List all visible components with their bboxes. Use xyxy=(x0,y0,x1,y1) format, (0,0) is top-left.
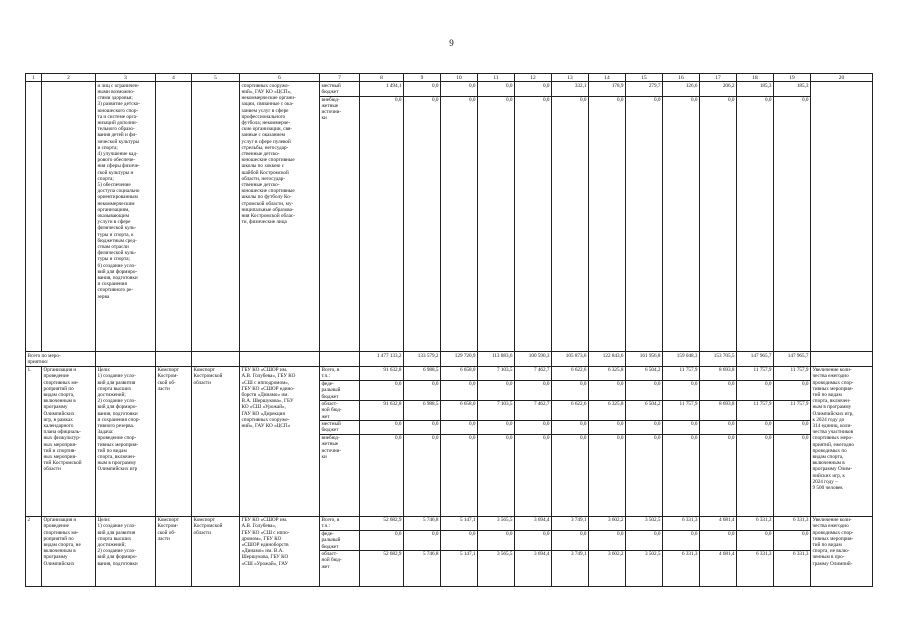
amount-cell xyxy=(737,82,774,352)
goals-cell xyxy=(96,82,156,352)
amount-cell xyxy=(774,516,811,586)
amount-cell xyxy=(700,82,737,352)
amount-value: 0,0 xyxy=(589,420,625,434)
amount-value: 7 462,7 xyxy=(533,367,550,374)
total-amount: 147 965,7 xyxy=(774,352,811,366)
executor-cell xyxy=(192,82,240,352)
amount-cell xyxy=(441,366,478,516)
amount-value: 6 622,6 xyxy=(552,400,588,420)
amount-cell xyxy=(360,82,404,352)
amount-value: 0,0 xyxy=(663,530,699,550)
amount-cell xyxy=(774,366,811,516)
result-cell xyxy=(811,516,873,586)
amount-value: 5 746,8 xyxy=(422,517,439,524)
amount-cell xyxy=(478,516,515,586)
amount-value: 185,3 xyxy=(796,82,809,89)
executor-cell xyxy=(192,366,240,516)
amount-value: 3 602,2 xyxy=(607,517,624,524)
amount-value: 0,0 xyxy=(515,434,551,441)
activity-name xyxy=(42,516,96,586)
amount-cell xyxy=(478,82,515,352)
funding-source: феде- ральный бюджет xyxy=(320,380,359,400)
goals-cell-text: и лиц с ограничен- ными возможно- стями здоровья; 3) развитие детско- юношеского спор- та и системе орга- низаций дополни- тельного образо- вания детей и фи- зической культуры и спорта; 4) улучшение кад- рового обеспече- ния сферы физиче- ской культуры и спорта; 5) обеспечение доступа социально ориентированным некоммерческим организациям, оказывающим услуги в сфере физической куль- туры и спорта, к бюджетным сред- ствам отрасли физической куль- туры и спорта; 6) создание усло- вий для формиро- вания, подготовки и сохранения спортивного ре- зерва xyxy=(97,82,141,300)
activity-name xyxy=(42,366,96,516)
amount-value: 0,0 xyxy=(552,96,588,103)
executor-cell-text: Комспорт Костромской области xyxy=(193,517,223,536)
header-cell: 4 xyxy=(156,74,192,82)
amount-value: 6 504,2 xyxy=(644,367,661,374)
header-cell: 19 xyxy=(774,74,811,82)
total-amount: 100 590,3 xyxy=(515,352,552,366)
participants-cell-text: ГБУ КО «СШОР им. А.В. Голубева», ГБУ КО «СШ с ипподромом», ГБУ КО «СШОР едино- борств «Динамо» им. В.А. Шершукова», ГБУ КО «СШ «Урожай», ГАУ КО «Дирекция спортивных сооруже- ний», ГАУ КО «ЦСП» xyxy=(241,367,296,429)
amount-value: 6 331,3 xyxy=(755,517,772,524)
amount-value: 6 331,3 xyxy=(792,517,809,524)
amount-value: 0,0 xyxy=(552,530,588,550)
amount-value: 5 147,1 xyxy=(441,550,477,570)
customer-cell xyxy=(156,516,192,586)
amount-value: 206,2 xyxy=(722,82,735,89)
participants-cell xyxy=(240,82,320,352)
amount-value: 0,0 xyxy=(404,96,440,103)
amount-value: 5 746,8 xyxy=(404,550,440,570)
amount-value: 6 658,0 xyxy=(459,367,476,374)
amount-cell xyxy=(515,516,552,586)
amount-value: 6 622,6 xyxy=(570,367,587,374)
total-amount: 129 720,9 xyxy=(441,352,478,366)
amount-value: 0,0 xyxy=(441,434,477,441)
amount-value: 0,0 xyxy=(626,530,662,550)
amount-value: 0,0 xyxy=(774,96,810,103)
header-cell: 9 xyxy=(404,74,441,82)
amount-value: 3 694,4 xyxy=(533,517,550,524)
amount-value: 1 494,1 xyxy=(385,82,402,89)
amount-cell xyxy=(663,82,700,352)
amount-value: 8 693,8 xyxy=(718,367,735,374)
funding-source: местный бюджет xyxy=(320,420,359,434)
amount-value: 3 565,5 xyxy=(478,550,514,570)
amount-value: 0,0 xyxy=(441,96,477,103)
amount-value: 6 325,8 xyxy=(589,400,625,420)
header-row xyxy=(26,74,873,82)
total-amount: 1 477 133,2 xyxy=(360,352,404,366)
amount-cell xyxy=(700,516,737,586)
amount-value: 0,0 xyxy=(700,420,736,434)
amount-cell xyxy=(552,82,589,352)
empty-cell xyxy=(96,352,156,366)
amount-value: 0,0 xyxy=(469,82,476,89)
amount-value: 0,0 xyxy=(552,434,588,441)
amount-value: 6 988,5 xyxy=(404,400,440,420)
empty-cell xyxy=(192,352,240,366)
empty-cell xyxy=(240,352,320,366)
row-number-text: 2 xyxy=(27,517,31,524)
amount-value: 0,0 xyxy=(737,96,773,103)
amount-cell xyxy=(626,366,663,516)
funding-source: внебюд- жетные источни- ки xyxy=(320,96,359,122)
amount-cell xyxy=(626,516,663,586)
amount-value: 0,0 xyxy=(552,420,588,434)
amount-value: 0,0 xyxy=(589,530,625,550)
amount-value: 0,0 xyxy=(774,530,810,550)
amount-value: 7 462,7 xyxy=(515,400,551,420)
amount-value: 0,0 xyxy=(774,380,810,400)
amount-value: 332,1 xyxy=(574,82,587,89)
activity-name-text: Организация и проведение спортивных ме- роприятий по видам спорта, включенным в программу Олимпийских игр, в рамках календарного плана официаль- ных физкультур- ных мероприя- тий и спортив- ных мероприя- тий Костромской области xyxy=(43,367,82,473)
amount-value: 0,0 xyxy=(360,96,403,103)
amount-value: 0,0 xyxy=(360,380,403,400)
source-cell xyxy=(320,82,360,352)
amount-value: 0,0 xyxy=(441,420,477,434)
amount-value: 0,0 xyxy=(432,82,439,89)
customer-cell-text: Комспорт Костром- ской об- ласти xyxy=(157,517,179,542)
amount-cell xyxy=(626,82,663,352)
col-2-cell xyxy=(42,82,96,352)
header-cell: 3 xyxy=(96,74,156,82)
amount-cell xyxy=(404,516,441,586)
page-number: 9 xyxy=(449,38,454,48)
amount-value: 0,0 xyxy=(663,420,699,434)
header-cell: 11 xyxy=(478,74,515,82)
empty-cell xyxy=(156,352,192,366)
amount-value: 5 147,1 xyxy=(459,517,476,524)
amount-value: 3 502,5 xyxy=(644,517,661,524)
amount-cell xyxy=(552,366,589,516)
goals-cell xyxy=(96,366,156,516)
participants-cell-text: ГБУ КО «СШОР им. А.В. Голубева», ГБУ КО «СШ с иппо- дромом», ГБУ КО «СШОР единоборств «Динамо» им. В.А. Шершукова, ГБУ КО «СШ «Урожай», ГАУ xyxy=(241,517,290,567)
header-cell: 17 xyxy=(700,74,737,82)
header-cell: 14 xyxy=(589,74,626,82)
amount-value: 11 757,9 xyxy=(663,400,699,420)
amount-value: 279,7 xyxy=(648,82,661,89)
amount-value: 6 331,3 xyxy=(681,517,698,524)
amount-value: 0,0 xyxy=(663,380,699,400)
total-amount: 105 873,6 xyxy=(552,352,589,366)
amount-value: 0,0 xyxy=(478,530,514,550)
amount-cell xyxy=(360,516,404,586)
amount-cell xyxy=(737,366,774,516)
header-cell: 10 xyxy=(441,74,478,82)
amount-value: 6 988,5 xyxy=(422,367,439,374)
budget-table xyxy=(25,73,873,587)
amount-value: 0,0 xyxy=(700,96,736,103)
header-cell: 15 xyxy=(626,74,663,82)
goals-cell-text: Цели: 1) создание усло- вий для развития спорта высших достижений; 2) создание усло- вий для формиро- вания, подготовки и сохранения спор- тивного резерва. Задача: проведение спор- тивных мероприя- тий по видам спорта, включен- ным в программу Олимпийских игр xyxy=(97,367,141,473)
executor-cell xyxy=(192,516,240,586)
amount-value: 7 103,5 xyxy=(478,400,514,420)
amount-value: 0,0 xyxy=(737,434,773,441)
amount-value: 0,0 xyxy=(626,96,662,103)
amount-value: 0,0 xyxy=(543,82,550,89)
row-number xyxy=(26,366,42,516)
funding-source: Всего, в т.ч.: xyxy=(321,367,340,380)
amount-value: 0,0 xyxy=(774,434,810,441)
total-amount: 122 843,6 xyxy=(589,352,626,366)
funding-source: Всего, в т.ч.: xyxy=(321,517,340,530)
amount-value: 185,3 xyxy=(759,82,772,89)
header-cell: 8 xyxy=(360,74,404,82)
amount-value: 3 565,5 xyxy=(496,517,513,524)
funding-source: местный бюджет xyxy=(321,82,341,95)
amount-value: 0,0 xyxy=(774,420,810,434)
executor-cell-text: Комспорт Костромской области xyxy=(193,367,223,386)
amount-value: 11 757,9 xyxy=(753,367,772,374)
amount-value: 4 681,4 xyxy=(700,550,736,570)
total-amount: 133 579,2 xyxy=(404,352,441,366)
amount-cell xyxy=(663,516,700,586)
activity-name-text: Организация и проведение спортивных ме- роприятий по видам спорта, не включенным в программу Олимпийских xyxy=(43,517,81,567)
total-amount: 153 705,5 xyxy=(700,352,737,366)
customer-cell xyxy=(156,82,192,352)
result-cell-text: Увеличение коли- чества ежегодно проводимых спор- тивных мероприя- тий по видам спорта, не вклю- ченным в про- грамму Олимпий- xyxy=(812,517,854,567)
amount-value: 8 693,8 xyxy=(700,400,736,420)
amount-value: 91 632,8 xyxy=(360,400,403,420)
header-cell: 6 xyxy=(240,74,320,82)
header-cell: 20 xyxy=(811,74,873,82)
amount-value: 91 632,8 xyxy=(383,367,402,374)
amount-value: 0,0 xyxy=(478,380,514,400)
total-label-text: Всего по меро- приятию: xyxy=(27,352,61,365)
header-cell: 18 xyxy=(737,74,774,82)
amount-value: 0,0 xyxy=(626,420,662,434)
total-amount: 161 956,8 xyxy=(626,352,663,366)
amount-cell xyxy=(589,366,626,516)
header-cell: 5 xyxy=(192,74,240,82)
table-row-total xyxy=(26,352,873,366)
header-cell: 12 xyxy=(515,74,552,82)
amount-value: 0,0 xyxy=(552,380,588,400)
amount-value: 3 749,1 xyxy=(570,517,587,524)
amount-value: 7 103,5 xyxy=(496,367,513,374)
amount-value: 6 658,0 xyxy=(441,400,477,420)
amount-value: 0,0 xyxy=(515,96,551,103)
amount-cell xyxy=(515,366,552,516)
amount-value: 3 602,2 xyxy=(589,550,625,570)
amount-cell xyxy=(441,516,478,586)
header-cell: 7 xyxy=(320,74,360,82)
amount-value: 0,0 xyxy=(663,96,699,103)
total-amount: 147 965,7 xyxy=(737,352,774,366)
amount-value: 3 749,1 xyxy=(552,550,588,570)
amount-value: 0,0 xyxy=(700,380,736,400)
amount-cell xyxy=(589,82,626,352)
amount-value: 0,0 xyxy=(478,96,514,103)
result-cell xyxy=(811,366,873,516)
amount-value: 178,9 xyxy=(611,82,624,89)
amount-cell xyxy=(360,366,404,516)
amount-value: 6 331,3 xyxy=(663,550,699,570)
customer-cell-text: Комспорт Костром- ской об- ласти xyxy=(157,367,179,392)
empty-cell xyxy=(811,352,873,366)
table-row-continuation xyxy=(26,82,873,352)
amount-value: 0,0 xyxy=(478,434,514,441)
amount-value: 0,0 xyxy=(700,530,736,550)
participants-cell xyxy=(240,516,320,586)
amount-cell xyxy=(774,82,811,352)
amount-value: 0,0 xyxy=(737,420,773,434)
amount-value: 0,0 xyxy=(360,434,403,441)
amount-value: 0,0 xyxy=(626,434,662,441)
amount-value: 0,0 xyxy=(515,530,551,550)
amount-cell xyxy=(404,82,441,352)
amount-value: 0,0 xyxy=(737,380,773,400)
header-cell: 1 xyxy=(26,74,42,82)
customer-cell xyxy=(156,366,192,516)
amount-value: 3 502,5 xyxy=(626,550,662,570)
amount-value: 6 325,8 xyxy=(607,367,624,374)
amount-value: 6 504,2 xyxy=(626,400,662,420)
amount-value: 0,0 xyxy=(404,434,440,441)
total-amount: 159 048,3 xyxy=(663,352,700,366)
amount-value: 52 682,9 xyxy=(383,517,402,524)
empty-cell xyxy=(320,352,360,366)
amount-value: 0,0 xyxy=(441,380,477,400)
amount-value: 0,0 xyxy=(404,530,440,550)
amount-value: 0,0 xyxy=(700,434,736,441)
amount-value: 0,0 xyxy=(515,380,551,400)
amount-value: 11 757,9 xyxy=(774,400,810,420)
amount-value: 0,0 xyxy=(404,420,440,434)
amount-value: 3 694,4 xyxy=(515,550,551,570)
amount-value: 6 331,3 xyxy=(737,550,773,570)
funding-source: област- ной бюд- жет xyxy=(320,400,359,420)
source-cell xyxy=(320,366,360,516)
col-1-cell xyxy=(26,82,42,352)
funding-source: област- ной бюд- жет xyxy=(320,550,359,570)
amount-value: 0,0 xyxy=(663,434,699,441)
table-row-row2 xyxy=(26,516,873,586)
amount-value: 11 757,9 xyxy=(679,367,698,374)
amount-value: 0,0 xyxy=(589,434,625,441)
amount-value: 0,0 xyxy=(626,380,662,400)
amount-value: 0,0 xyxy=(441,530,477,550)
goals-cell-text: Цели: 1) создание усло- вий для развития спорта высших достижений; 2) создание усло- вий для формиро- вания, подготовки xyxy=(97,517,138,567)
amount-value: 126,6 xyxy=(685,82,698,89)
amount-value: 0,0 xyxy=(515,420,551,434)
header-cell: 2 xyxy=(42,74,96,82)
amount-value: 0,0 xyxy=(360,530,403,550)
amount-value: 0,0 xyxy=(506,82,513,89)
amount-value: 0,0 xyxy=(478,420,514,434)
amount-cell xyxy=(552,516,589,586)
amount-value: 0,0 xyxy=(589,96,625,103)
amount-cell xyxy=(589,516,626,586)
amount-cell xyxy=(441,82,478,352)
amount-cell xyxy=(478,366,515,516)
total-amount: 113 883,6 xyxy=(478,352,515,366)
source-cell xyxy=(320,516,360,586)
amount-cell xyxy=(700,366,737,516)
amount-cell xyxy=(404,366,441,516)
result-cell xyxy=(811,82,873,352)
total-label xyxy=(26,352,96,366)
amount-value: 11 757,9 xyxy=(790,367,809,374)
table-row-row1 xyxy=(26,366,873,516)
amount-cell xyxy=(663,366,700,516)
amount-value: 4 681,4 xyxy=(718,517,735,524)
funding-source: феде- ральный бюджет xyxy=(320,530,359,550)
participants-cell-text: спортивных сооруже- ний», ГАУ КО «ЦСП», некоммерческие органи- зации, связанные с ока- занием услуг в сфере профессионального футбола; некоммерче- ские организации, свя- занные с оказанием услуг в сфере пулевой стрельбы, негосудар- ственные детско- юношеские спортивные школы по хоккею с шайбой Костромской области, негосудар- ственные детско- юношеские спортивные школы по футболу Ко- стромской области, му- ниципальные образова- ния Костромской облас- ти, физические лица xyxy=(241,82,296,226)
participants-cell xyxy=(240,366,320,516)
amount-cell xyxy=(515,82,552,352)
amount-value: 0,0 xyxy=(404,380,440,400)
amount-cell xyxy=(737,516,774,586)
result-cell-text: Увеличение коли- чества ежегодно проводимых спор- тивных мероприя- тий по видам спорта, включен- ным в программу Олимпийских игр, к 2024 году до 314 единиц, коли- чества участников спортивных меро- приятий, ежегодно проводимых по видам спорта, включенным в программу Олим- пийских игр, к 2024 году – 9 500 человек xyxy=(812,367,855,491)
amount-value: 0,0 xyxy=(360,420,403,434)
funding-source: внебюд- жетные источни- ки xyxy=(320,434,359,460)
amount-value: 6 331,3 xyxy=(774,550,810,570)
amount-value: 52 682,9 xyxy=(360,550,403,570)
row-number-text: 1. xyxy=(27,367,32,374)
amount-value: 0,0 xyxy=(589,380,625,400)
header-cell: 16 xyxy=(663,74,700,82)
row-number xyxy=(26,516,42,586)
goals-cell xyxy=(96,516,156,586)
amount-value: 0,0 xyxy=(737,530,773,550)
header-cell: 13 xyxy=(552,74,589,82)
amount-value: 11 757,9 xyxy=(737,400,773,420)
